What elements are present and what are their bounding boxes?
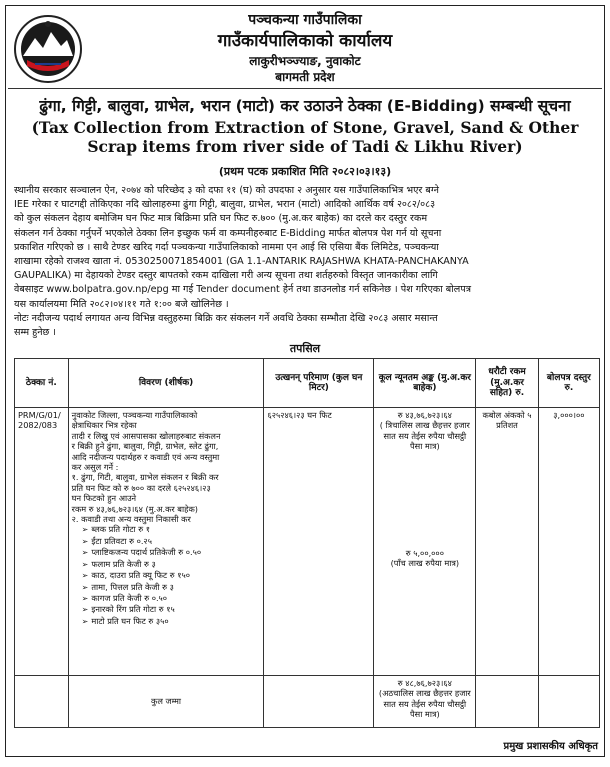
scrap-item bbox=[72, 604, 261, 615]
table-header-row bbox=[15, 359, 600, 408]
arrow-bullet-icon: ➢ bbox=[81, 582, 89, 592]
desc-line: क्षेत्राधिकार भित्र रहेका bbox=[71, 420, 137, 431]
arrow-bullet-icon: ➢ bbox=[81, 571, 89, 581]
col-quantity: उत्खनन् परिमाण (कुल घन मिटर) bbox=[264, 359, 374, 408]
publication-date: (प्रथम पटक प्रकाशित मिति २०८२।०३।१३) bbox=[218, 165, 392, 178]
contract-number: PRM/G/01/2082/083 bbox=[15, 408, 69, 676]
notice-page bbox=[5, 5, 605, 757]
arrow-bullet-icon: ➢ bbox=[81, 548, 89, 558]
desc-line: रकम रु ४३,७६,७२३।६४ (मु.अ.कर बाहेक) bbox=[71, 503, 198, 514]
province-name: बागमती प्रदेश bbox=[275, 70, 335, 84]
arrow-bullet-icon: ➢ bbox=[81, 559, 89, 569]
scrap-item-text: ईंटा प्रतिवटा रु ०.२५ bbox=[91, 535, 152, 546]
office-address: लाकुरीभञ्ज्याङ, नुवाकोट bbox=[249, 54, 361, 68]
body-line: को कुल संकलन देहाय बमोजिम घन फिट मात्र बिक्रिमा प्रति घन फिट रु.७०० (मु.अ.कर बाहेक) का दरले कर दस्तुर रकम bbox=[14, 213, 428, 225]
scrap-item bbox=[72, 536, 261, 547]
desc-line: आदि नदीजन्य पदार्थहरु र कवाडी एवं अन्य वस्तुमा bbox=[71, 451, 220, 462]
arrow-bullet-icon: ➢ bbox=[81, 525, 89, 535]
notice-title-nepali: ढुंगा, गिट्टी, बालुवा, ग्राभेल, भरान (माटो) कर उठाउने ठेक्का (E-Bidding) सम्बन्धी सूचना bbox=[39, 97, 571, 115]
total-empty-cell bbox=[538, 676, 599, 728]
scrap-item-text: प्लाष्टिकजन्य पदार्थ प्रतिकेजी रु ०.५० bbox=[91, 547, 202, 558]
scrap-item-text: फलाम प्रति केजी रु ३ bbox=[91, 558, 156, 569]
scrap-item-text: माटो प्रति घन फिट रु ३५० bbox=[91, 615, 169, 626]
municipality-name: पञ्चकन्या गाउँपालिका bbox=[248, 12, 362, 28]
min-amount-words: ( त्रिचालिस लाख छैहत्तर हजार सात सय तेईस रुपैया चौसट्ठी पैसा मात्र) bbox=[379, 420, 470, 452]
scrap-item bbox=[72, 559, 261, 570]
arrow-bullet-icon: ➢ bbox=[81, 605, 89, 615]
desc-line: २. कवाडी तथा अन्य वस्तुमा निकासी कर bbox=[71, 514, 191, 525]
signatory: प्रमुख प्रशासकीय अधिकृत bbox=[503, 741, 598, 752]
arrow-bullet-icon: ➢ bbox=[81, 536, 89, 546]
note-line: सम्म हुनेछ । bbox=[14, 327, 56, 339]
desc-line: तादी र लिखु एवं आसपासका खोलाहरुबाट संकलन bbox=[71, 430, 221, 441]
col-tender-fee: बोलपत्र दस्तुर रु. bbox=[538, 359, 599, 408]
notice-body bbox=[14, 184, 598, 340]
body-line: प्रकाशित गरिएको छ । साथै टेण्डर खरिद गर्दा पञ्चकन्या गाउँपालिकाको नाममा एन आई सि एसिया बैंक लिमिटेड, पञ्चकन्या bbox=[14, 241, 439, 253]
scrap-item bbox=[72, 616, 261, 627]
scrap-item bbox=[72, 582, 261, 593]
desc-line: प्रति घन फिट को रु ७०० का दरले ६२५२४६।२३ bbox=[71, 482, 211, 493]
scrap-item bbox=[72, 524, 261, 535]
body-line: स्थानीय सरकार सञ्चालन ऐन, २०७४ को परिच्छेद ३ को दफा ११ (घ) को उपदफा २ अनुसार यस गाउँपालिकाभित्र भएर बग्ने bbox=[14, 185, 439, 196]
scrap-item bbox=[72, 570, 261, 581]
desc-line: नुवाकोट जिल्ला, पञ्चकन्या गाउँपालिकाको bbox=[71, 410, 198, 420]
col-min-amount: कूल न्यूनतम अङ्क (मु.अ.कर बाहेक) bbox=[374, 359, 476, 408]
scrap-item-text: कागज प्रति केजी रु ०.५० bbox=[91, 592, 168, 603]
min-amount-value: रु ४३,७६,७२३।६४ bbox=[397, 410, 452, 420]
total-empty-cell bbox=[264, 676, 374, 728]
tender-table bbox=[14, 358, 600, 728]
body-line: यस कार्यालयमा मिति २०८२।०४।११ गते १:०० बजे खोलिनेछ । bbox=[14, 298, 229, 310]
col-deposit: धरौटी रकम (मु.अ.कर सहित) रु. bbox=[476, 359, 538, 408]
item-description bbox=[68, 408, 264, 676]
total-amount bbox=[374, 676, 476, 728]
header-divider bbox=[8, 88, 602, 89]
total-label: कुल जम्मा bbox=[68, 676, 264, 728]
scrap-item bbox=[72, 547, 261, 558]
notice-title-english: (Tax Collection from Extraction of Stone, Gravel, Sand & Other Scrap items from river side of Tadi & Likhu River) bbox=[31, 118, 579, 156]
col-description: विवरण (शीर्षक) bbox=[68, 359, 264, 408]
col-contract-no: ठेक्का नं. bbox=[15, 359, 69, 408]
scrap-item bbox=[72, 593, 261, 604]
arrow-bullet-icon: ➢ bbox=[81, 616, 89, 626]
desc-line: १. ढुंगा, गिटी, बालुवा, ग्राभेल संकलन र बिक्री कर bbox=[71, 472, 219, 483]
scrap-amount-value: रु ५,००,००० bbox=[405, 547, 444, 558]
note-line: नोटः नदीजन्य पदार्थ लगायत अन्य विभिन्न वस्तुहरुमा बिक्रि कर संकलन गर्ने अवधि ठेक्का सम्भौता देखि २०८३ असार मसान्त bbox=[14, 312, 438, 324]
schedule-heading: तपसिल bbox=[289, 342, 321, 355]
tender-fee: ३,०००।०० bbox=[538, 408, 599, 676]
total-empty-cell bbox=[476, 676, 538, 728]
body-line: GAUPALIKA) मा देहायको टेण्डर दस्तुर बापतको रकम दाखिला गरी अन्य सूचना तथा शर्तहरुको विस्तृत जानकारीका लागि bbox=[14, 270, 438, 282]
body-line: शाखामा रहेको राजश्व खाता नं. 0530250071854001 (GA 1.1-ANTARIK RAJASHWA KHATA-PANCHAKANYA bbox=[14, 256, 469, 268]
excavation-quantity: ६२५२४६।२३ घन फिट bbox=[264, 408, 374, 676]
arrow-bullet-icon: ➢ bbox=[81, 593, 89, 603]
scrap-amount-words: (पाँच लाख रुपैया मात्र) bbox=[390, 558, 460, 569]
scrap-item-text: काठ, दाउरा प्रति क्यू फिट रु १५० bbox=[91, 570, 190, 581]
deposit-amount: कबोल अंकको ५ प्रतिशत bbox=[476, 408, 538, 676]
body-line: वेबसाइट www.bolpatra.gov.np/epg मा गई Tender document हेर्न तथा डाउनलोड गर्न सकिनेछ । पेश गरिएका बोलपत्र bbox=[14, 284, 471, 296]
table-row bbox=[15, 408, 600, 676]
total-empty-cell bbox=[15, 676, 69, 728]
body-line: IEE गरेका र घाटगद्दी तोकिएका नदि खोलाहरुमा ढुंगा गिट्टी, बालुवा, ग्राभेल, भरान (माटो) आदिको आर्थिक वर्ष २०८२/०८३ bbox=[14, 199, 436, 211]
desc-line: र बिक्री हुने ढुंगा, बालुवा, गिट्टी, ग्राभेल, स्लेट ढुंगा, bbox=[71, 441, 219, 452]
desc-line: कर असुल गर्ने : bbox=[71, 462, 119, 473]
minimum-amount bbox=[374, 408, 476, 676]
desc-line: घन फिटको हुन आउने bbox=[71, 493, 137, 504]
scrap-item-text: इनारको रिंग प्रति गोटा रु १५ bbox=[91, 604, 175, 615]
scrap-item-text: ब्लक प्रति गोटा रु १ bbox=[91, 524, 151, 535]
total-amount-value: रु ४८,७६,७२३।६४ bbox=[397, 678, 452, 688]
total-amount-words: (अठचालिस लाख छैहत्तर हजार सात सय तेईस रुपैया चौसट्ठी पैसा मात्र) bbox=[378, 688, 471, 720]
total-row bbox=[15, 676, 600, 728]
office-name: गाउँकार्यपालिकाको कार्यालय bbox=[217, 31, 393, 51]
scrap-item-text: तामा, पित्तल प्रति केजी रु ३ bbox=[91, 581, 174, 592]
body-line: संकलन गर्न ठेक्का गर्नुपर्ने भएकोले ठेक्का लिन इच्छुक फर्म वा कम्पनीहरुबाट E-Bidding मार्फत बोलपत्र पेश गर्न यो सूचना bbox=[14, 227, 442, 239]
